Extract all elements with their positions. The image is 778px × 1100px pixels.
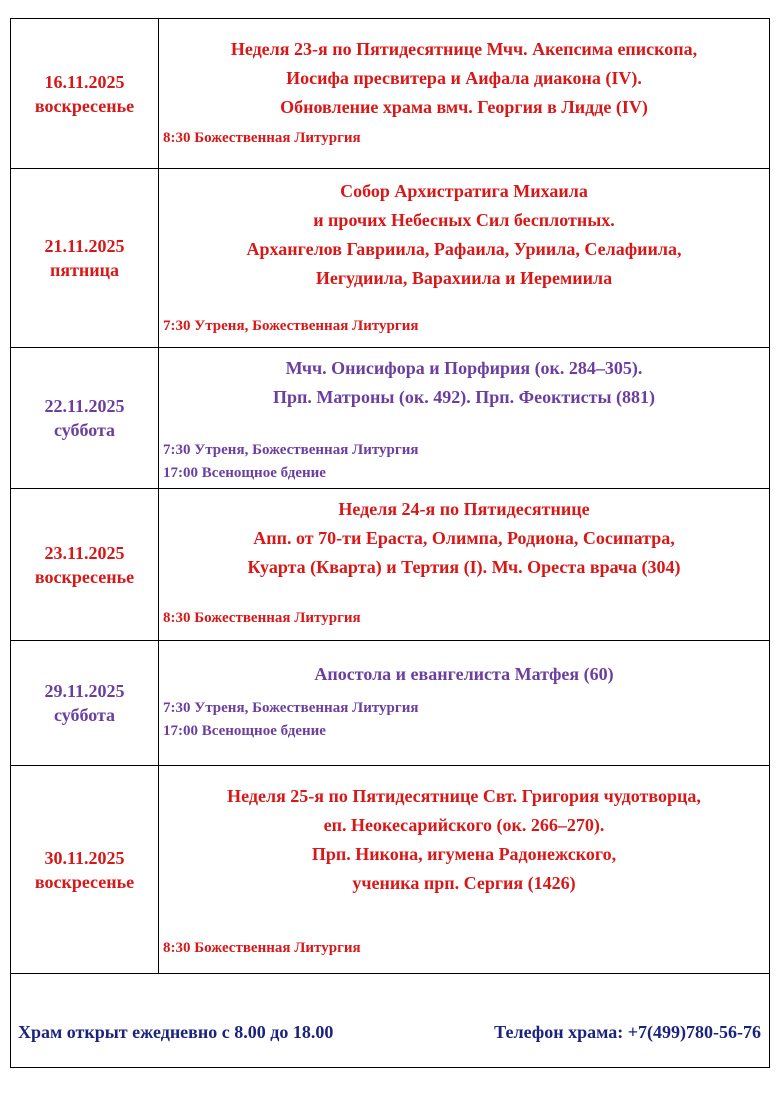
date: 22.11.2025 xyxy=(44,396,125,416)
feast-line: Архангелов Гавриила, Рафаила, Уриила, Селафиила, xyxy=(246,239,682,259)
service-list xyxy=(163,127,361,150)
date: 16.11.2025 xyxy=(44,71,125,92)
service-list xyxy=(163,697,418,743)
feast-line: еп. Неокесарийского (ок. 266–270). xyxy=(323,815,605,835)
date-cell xyxy=(11,169,159,347)
date-cell xyxy=(11,766,159,973)
feast-line: Неделя 23-я по Пятидесятнице Мчч. Акепсима епископа, xyxy=(230,39,698,59)
service-list xyxy=(163,439,418,485)
weekday: воскресенье xyxy=(34,95,135,116)
date: 23.11.2025 xyxy=(44,542,125,563)
feast-line: Обновление храма вмч. Георгия в Лидде (IV) xyxy=(280,97,648,117)
feast-line: ученика прп. Сергия (1426) xyxy=(352,873,576,893)
schedule-row xyxy=(11,169,769,348)
feast-title xyxy=(159,660,769,689)
schedule-row xyxy=(11,19,769,169)
service-item: 7:30 Утреня, Божественная Литургия xyxy=(163,700,419,716)
weekday: воскресенье xyxy=(34,566,135,587)
weekday: суббота xyxy=(53,420,116,440)
opening-hours: Храм открыт ежедневно с 8.00 до 18.00 xyxy=(18,1022,334,1042)
feast-line: Мчч. Онисифора и Порфирия (ок. 284–305). xyxy=(285,358,643,378)
feast-title xyxy=(159,35,769,122)
date-cell xyxy=(11,489,159,640)
date: 29.11.2025 xyxy=(44,681,125,701)
service-item: 17:00 Всенощное бдение xyxy=(163,723,326,739)
feast-line: Куарта (Кварта) и Тертия (I). Мч. Ореста врача (304) xyxy=(247,557,681,577)
feast-title xyxy=(159,354,769,412)
feast-line: Прп. Никона, игумена Радонежского, xyxy=(311,844,617,864)
date: 30.11.2025 xyxy=(44,847,125,868)
feast-title xyxy=(159,495,769,582)
service-item: 7:30 Утреня, Божественная Литургия xyxy=(163,442,419,458)
date-cell xyxy=(11,348,159,488)
footer xyxy=(11,974,769,1068)
phone-number: Телефон храма: +7(499)780-56-76 xyxy=(494,1022,761,1042)
date: 21.11.2025 xyxy=(44,236,125,256)
date-cell xyxy=(11,641,159,765)
feast-line: Апостола и евангелиста Матфея (60) xyxy=(314,664,614,684)
service-item: 7:30 Утреня, Божественная Литургия xyxy=(163,318,419,334)
service-item: 8:30 Божественная Литургия xyxy=(163,610,361,626)
schedule-row xyxy=(11,766,769,974)
weekday: суббота xyxy=(53,705,116,725)
feast-line: Прп. Матроны (ок. 492). Прп. Феоктисты (881) xyxy=(272,387,656,407)
service-list xyxy=(163,607,361,630)
feast-line: и прочих Небесных Сил бесплотных. xyxy=(313,210,615,230)
feast-title xyxy=(159,177,769,293)
date-cell xyxy=(11,19,159,168)
service-list xyxy=(163,315,418,338)
schedule-table xyxy=(10,18,770,1068)
feast-line: Неделя 24-я по Пятидесятнице xyxy=(338,499,590,519)
feast-line: Собор Архистратига Михаила xyxy=(340,181,588,201)
schedule-row xyxy=(11,641,769,766)
service-item: 8:30 Божественная Литургия xyxy=(163,940,361,956)
weekday: воскресенье xyxy=(34,871,135,892)
feast-line: Неделя 25-я по Пятидесятнице Свт. Григория чудотворца, xyxy=(227,786,701,806)
service-item: 8:30 Божественная Литургия xyxy=(163,130,361,146)
weekday: пятница xyxy=(49,260,120,280)
feast-line: Иосифа пресвитера и Аифала диакона (IV). xyxy=(286,68,642,88)
feast-line: Апп. от 70-ти Ераста, Олимпа, Родиона, Сосипатра, xyxy=(253,528,675,548)
feast-line: Иегудиила, Варахиила и Иеремиила xyxy=(315,268,613,288)
feast-title xyxy=(159,782,769,898)
schedule-row xyxy=(11,348,769,489)
service-item: 17:00 Всенощное бдение xyxy=(163,465,326,481)
schedule-row xyxy=(11,489,769,641)
service-list xyxy=(163,937,361,960)
